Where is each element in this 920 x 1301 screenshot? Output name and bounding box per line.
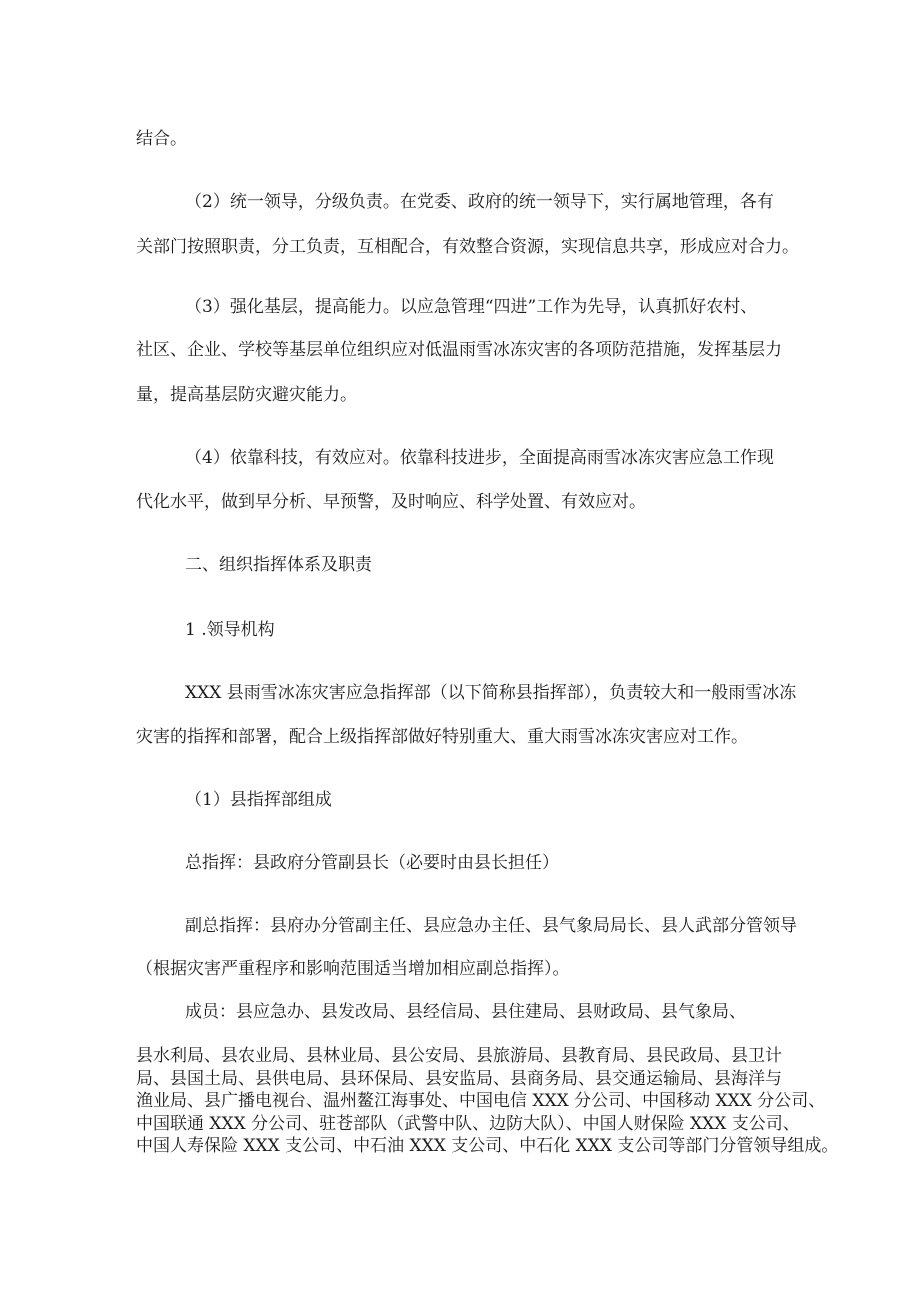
principle-4-line-1: （4）依靠科技，有效应对。依靠科技进步，全面提高雨雪冰冻灾害应急工作现 xyxy=(185,448,774,468)
principle-3-line-3: 量，提高基层防灾避灾能力。 xyxy=(136,385,357,405)
members-list-line-4: 中国联通 XXX 分公司、驻苍部队（武警中队、边防大队）、中国人财保险 XXX 支公司、 xyxy=(136,1113,800,1134)
principle-3-line-1: （3）强化基层，提高能力。以应急管理“四进”工作为先导，认真抓好农村、 xyxy=(185,297,758,317)
principle-3-line-2: 社区、企业、学校等基层单位组织应对低温雨雪冰冻灾害的各项防范措施，发挥基层力 xyxy=(136,340,782,360)
principle-4-line-2: 代化水平，做到早分析、早预警，及时响应、科学处置、有效应对。 xyxy=(136,492,646,512)
leadership-paragraph-line-1: XXX 县雨雪冰冻灾害应急指挥部（以下简称县指挥部），负责较大和一般雨雪冰冻 xyxy=(185,683,797,703)
members-line-1: 成员：县应急办、县发改局、县经信局、县住建局、县财政局、县气象局、 xyxy=(185,1002,746,1022)
section-heading: 二、组织指挥体系及职责 xyxy=(185,555,372,575)
members-list-line-3: 渔业局、县广播电视台、温州鳌江海事处、中国电信 XXX 分公司、中国移动 XXX 分公司、 xyxy=(136,1091,826,1111)
principle-2-line-2: 关部门按照职责，分工负责，互相配合，有效整合资源，实现信息共享，形成应对合力。 xyxy=(136,237,799,257)
members-list-line-1: 县水利局、县农业局、县林业局、县公安局、县旅游局、县教育局、县民政局、县卫计 xyxy=(136,1046,782,1066)
members-list-line-5: 中国人寿保险 XXX 支公司、中石油 XXX 支公司、中石化 XXX 支公司等部门分管领导组成。 xyxy=(136,1136,839,1156)
members-list xyxy=(136,1045,839,1158)
members-list-line-2: 局、县国土局、县供电局、县环保局、县安监局、县商务局、县交通运输局、县海洋与 xyxy=(136,1068,782,1089)
leadership-paragraph-line-2: 灾害的指挥和部署，配合上级指挥部做好特别重大、重大雨雪冰冻灾害应对工作。 xyxy=(136,727,748,747)
principle-2-line-1: （2）统一领导，分级负责。在党委、政府的统一领导下，实行属地管理，各有 xyxy=(185,192,774,212)
composition-heading: （1）县指挥部组成 xyxy=(185,790,332,810)
deputy-commander-line-2: （根据灾害严重程序和影响范围适当增加相应副总指挥）。 xyxy=(136,959,570,979)
commander-line: 总指挥：县政府分管副县长（必要时由县长担任） xyxy=(185,853,559,873)
paragraph-continuation: 结合。 xyxy=(136,129,187,149)
subsection-heading: 1 .领导机构 xyxy=(185,620,275,640)
deputy-commander-line-1: 副总指挥：县府办分管副主任、县应急办主任、县气象局局长、县人武部分管领导 xyxy=(185,916,797,936)
